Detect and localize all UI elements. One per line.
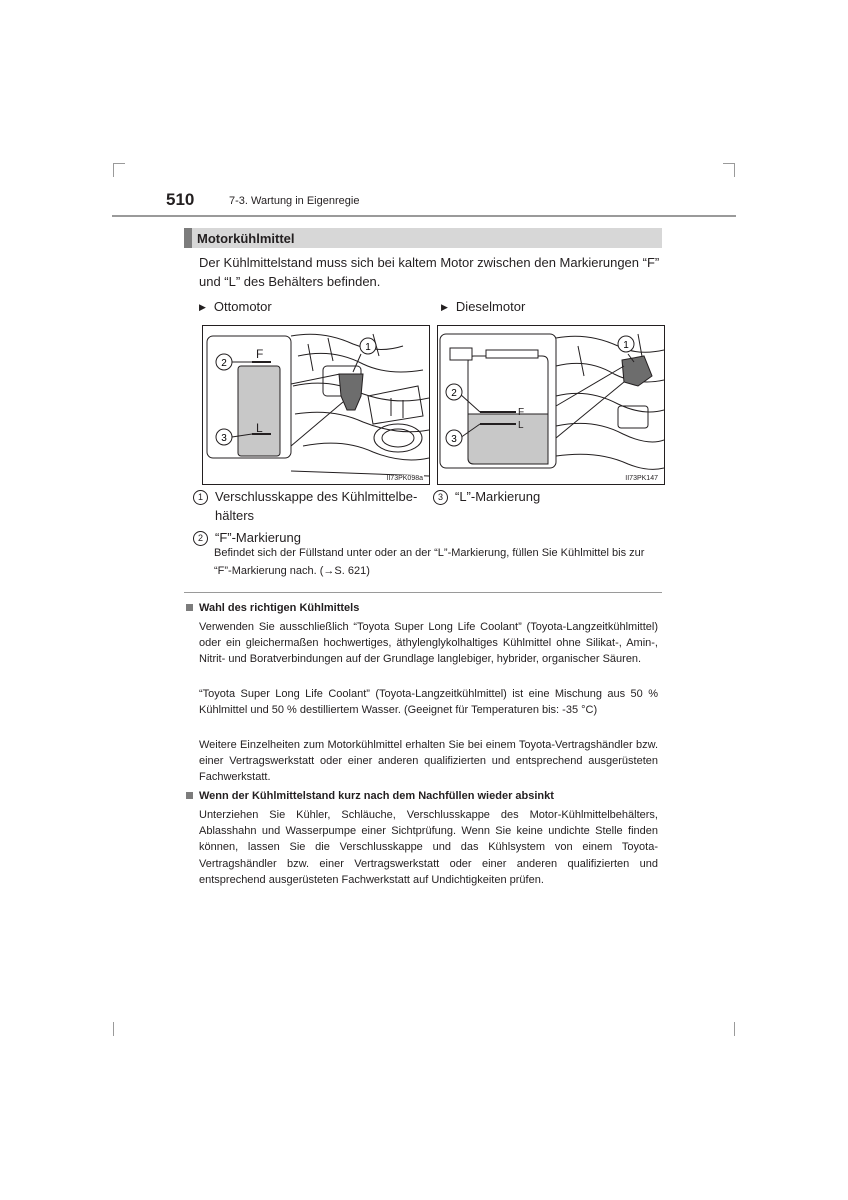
crop-mark-top-right-v [734, 163, 735, 177]
callout-1: 1 [365, 342, 371, 353]
diesel-engine-illustration [438, 326, 664, 484]
crop-mark-top-left-v [113, 163, 114, 177]
petrol-engine-illustration [203, 326, 429, 484]
intro-text: Der Kühlmittelstand muss sich bei kaltem Motor zwischen den Markierungen “F” und “L” des Behälters befinden. [199, 255, 660, 289]
callout-2: 2 [451, 388, 457, 399]
legend-text: “F”-Markierung [215, 530, 301, 545]
f-mark: F [518, 407, 525, 418]
callout-2: 2 [221, 358, 227, 369]
paragraph: Weitere Einzelheiten zum Motorkühlmittel erhalten Sie bei einem Toyota-Vertragshändler bzw. einer Vertragswerkstatt oder einer anderen qualifizierten und entsprechend ausgerüsteten Fachwerkstatt. [199, 739, 658, 784]
figure-label-diesel: ▶ Dieselmotor [441, 299, 526, 314]
legend-text: Verschlusskappe des Kühlmittelbe- hälters [215, 489, 418, 523]
callout-number: 2 [193, 531, 208, 546]
subsection-heading-level-drops: Wenn der Kühlmittelstand kurz nach dem Nachfüllen wieder absinkt [186, 790, 554, 802]
figure-code: II73PK098a [386, 475, 423, 482]
callout-3: 3 [451, 434, 457, 445]
crop-mark-top-right-h [723, 163, 735, 164]
section-divider [184, 592, 662, 593]
figure-petrol-engine [202, 325, 430, 485]
crop-mark-bottom-left [113, 1022, 114, 1036]
f-mark: F [256, 347, 264, 361]
figure-label-petrol: ▶ Ottomotor [199, 299, 272, 314]
callout-number: 1 [193, 490, 208, 505]
figure-code: II73PK147 [625, 475, 658, 482]
crop-mark-top-left-h [113, 163, 125, 164]
triangle-right-icon: ▶ [199, 302, 206, 312]
square-bullet-icon [186, 792, 193, 799]
l-mark: L [518, 420, 524, 431]
legend-item-1 [193, 487, 433, 525]
section-heading-accent [184, 228, 192, 248]
figure-diesel-engine [437, 325, 665, 485]
paragraph: Unterziehen Sie Kühler, Schläuche, Verschlusskappe des Motor-Kühlmittelbehälters, Ablasshahn und Wasserpumpe einer Sichtprüfung. Wenn Sie keine undichte Stelle finden können, lassen Sie die Verschlusskappe und das Kühlsystem von einem Toyota-Vertragshändler bzw. einer Vertragswerkstatt oder einer anderen qualifizierten und entsprechend ausgerüsteten Fachwerkstatt auf Undichtigkeiten prüfen. [199, 809, 658, 886]
legend-item-3 [433, 487, 653, 506]
l-mark: L [256, 421, 263, 435]
chapter-title: 7-3. Wartung in Eigenregie [229, 195, 360, 207]
callout-1: 1 [623, 340, 629, 351]
square-bullet-icon [186, 604, 193, 611]
callout-3: 3 [221, 433, 227, 444]
subsection-heading-coolant-choice: Wahl des richtigen Kühlmittels [186, 602, 359, 614]
legend-text: “L”-Markierung [455, 489, 541, 504]
section-title: Motorkühlmittel [197, 231, 295, 246]
header-rule [112, 215, 736, 217]
section-heading-bar [184, 228, 662, 248]
paragraph: Verwenden Sie ausschließlich “Toyota Super Long Life Coolant” (Toyota-Langzeitkühlmittel) oder ein gleichermaßen hochwertiges, äthylenglykolhaltiges Kühlmittel ohne Silikat-, Amin-, Nitrit- und Boratverbindungen auf der Grundlage langlebiger, hybrider, organischer Säuren. [199, 621, 658, 666]
refill-note: Befindet sich der Füllstand unter oder an der “L”-Markierung, füllen Sie Kühlmittel bis zur “F”-Markierung nach. (→S. 621) [214, 547, 645, 577]
callout-number: 3 [433, 490, 448, 505]
crop-mark-bottom-right [734, 1022, 735, 1036]
paragraph: “Toyota Super Long Life Coolant” (Toyota-Langzeitkühlmittel) ist eine Mischung aus 50 % Kühlmittel und 50 % destilliertem Wasser. (Geeignet für Temperaturen bis: -35 °C) [199, 688, 658, 717]
triangle-right-icon: ▶ [441, 302, 448, 312]
page-number: 510 [166, 190, 195, 209]
